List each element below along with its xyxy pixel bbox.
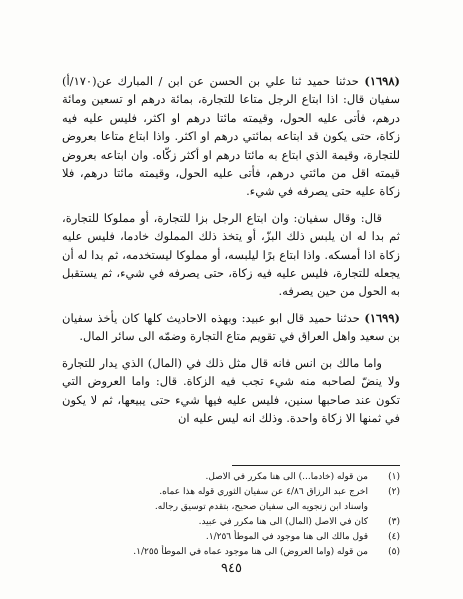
footnote-number: (٤): [388, 532, 400, 542]
footnote: [62, 485, 400, 500]
footnote-number: (٣): [388, 517, 400, 527]
paragraph-text: حدثنا حميد قال ابو عبيد: وبهذه الاحاديث كلها كان يأخذ سفيان بن سعيد واهل العراق في تقويم متاع التجارة وضمّه الى سائر المال.: [62, 310, 400, 344]
footnote-text: اخرج عبد الرزاق ٤/٨٦ عن سفيان الثوري قوله هذا عماه.: [159, 487, 368, 497]
footnote-number: (٥): [388, 547, 400, 557]
footnote-number: (٢): [388, 487, 400, 497]
footnote: [62, 500, 400, 515]
footnote: [62, 470, 400, 485]
footnote-text: من قوله (خادما...) الى هنا مكرر في الاصل.: [205, 472, 368, 482]
page-number: ٩٤٥: [221, 561, 242, 576]
paragraph-sufyan-saying: [62, 209, 400, 301]
footnote-text: من قوله (واما العروض) الى هنا موجود عماه في الموطأ ١/٢٥٥.: [133, 547, 368, 557]
footnote-number: (١): [388, 472, 400, 482]
footnote-text: كان في الاصل (المال) الى هنا مكرر في عبيد.: [198, 517, 368, 527]
footnote-text: واسناد ابن زنجويه الى سفيان صحيح، بتقدم توسيق رجاله.: [154, 502, 368, 512]
main-text: [62, 72, 400, 429]
footnote-number: [374, 500, 400, 515]
hadith-number: (١٦٩٨): [364, 74, 400, 88]
paragraph-text: قال: وقال سفيان: وان ابتاع الرجل بزا للتجارة، أو مملوكا للتجارة، ثم بدا له ان يلبس ذلك البزّ، أو يتخذ ذلك المملوك خادما، فليس عليه زكاة اذا أمسكه. واذا ابتاع برًا ليلبسه، أو مملوكا ليستخدمه، ثم بدا له أن يجعله للتجارة، فليس عليه فيه زكاة، حتى يصرفه في شيء، ثم يستقبل به الحول من حين يصرفه.: [62, 210, 400, 299]
footnote: [62, 515, 400, 530]
footnote-separator: [232, 465, 400, 466]
paragraph-hadith-1698: [62, 72, 400, 201]
footnote: [62, 530, 400, 545]
paragraph-text: واما مالك بن انس فانه قال مثل ذلك في (المال) الذي يدار للتجارة ولا ينضّ لصاحبه منه شيء تجب فيه الزكاة. قال: واما العروض التي تكون عند صاحبها سنين، فليس عليه فيها شيء حتى يبيعها، ثم لا يكون في ثمنها الا زكاة واحدة. وذلك انه ليس عليه ان: [62, 355, 400, 425]
hadith-number: (١٦٩٩): [364, 310, 400, 325]
footnote: [62, 545, 400, 560]
paragraph-hadith-1699: [62, 309, 400, 346]
footnote-text: قول مالك الى هنا موجود في الموطأ ١/٢٥٦.: [205, 532, 368, 542]
paragraph-text: حدثنا حميد ثنا علي بن الحسن عن ابن / المبارك عن(١٧٠/أ) سفيان قال: اذا ابتاع الرجل متاعا للتجارة، بمائة درهم او تسعين ومائة درهم، فأتى عليه الحول، وقيمته مائتا درهم او اكثر، فليس عليه فيه زكاة، حتى يكون قد ابتاعه بمائتي درهم او اكثر. واذا ابتاع متاعا بعروض للتجارة، وقيمة الذي ابتاع به مائتا درهم او أكثر زكّاه. وان ابتاعه بعروض قيمته اقل من مائتي درهم، فأتى عليه الحول، وقيمته مائتا درهم، فلا زكاة عليه حتى يصرفه في شيء.: [62, 74, 400, 199]
footnotes: [62, 470, 400, 560]
paragraph-malik-opinion: [62, 354, 400, 428]
